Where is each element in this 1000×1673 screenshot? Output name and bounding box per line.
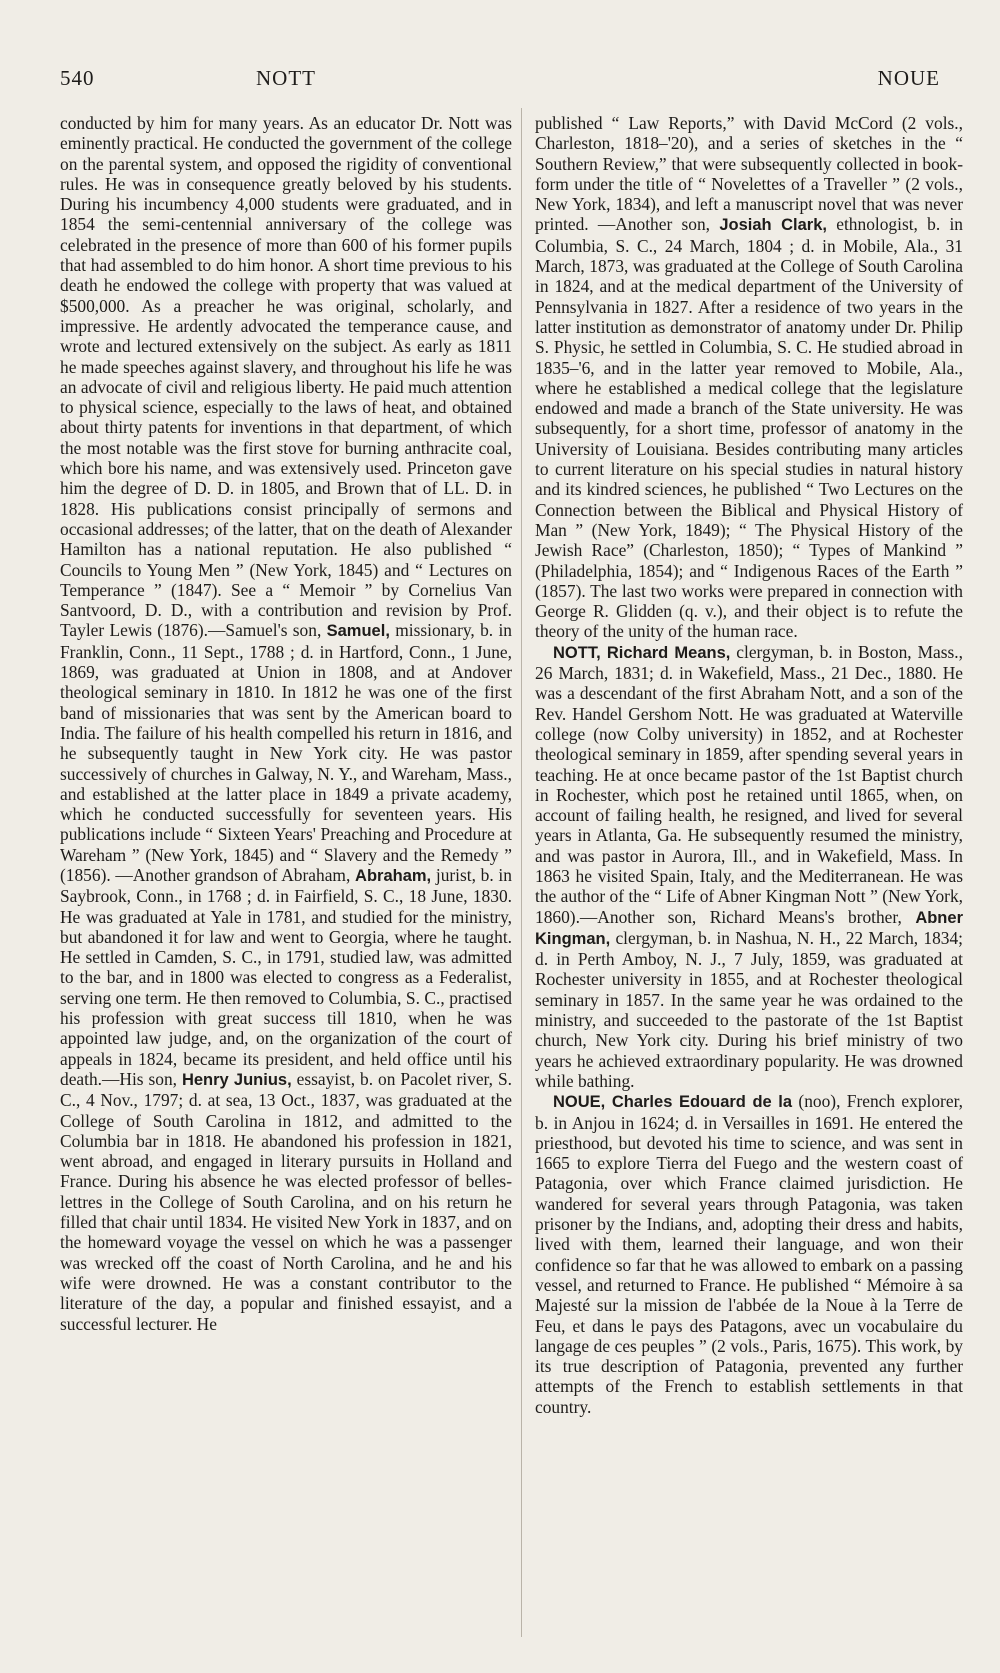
page-header — [60, 66, 940, 96]
entry-name-abner-kingman: Abner Kingman, — [535, 908, 963, 948]
right-column — [535, 113, 963, 1417]
column-divider — [521, 108, 522, 1637]
entry-name-samuel: Samuel, — [326, 622, 390, 641]
entry-text-abraham: jurist, b. in Saybrook, Conn., in 1768 ; d. in Fairfield, S. C., 18 June, 1830. He was graduated at Yale in 1781, and studied for the ministry, but abandoned it for law and went to Georgia, where he taught. He settled in Camden, S. C., in 1791, studied law, was admitted to the bar, and in 1800 was elected to congress as a Federalist, serving one term. He then removed to Columbia, S. C., practised his profession with great success till 1810, when he was appointed law judge, and, on the organization of the court of appeals in 1824, became its president, and held office until his death.—His son, — [60, 864, 512, 1089]
right-running-head: NOUE — [877, 66, 940, 90]
entry-text-samuel: missionary, b. in Franklin, Conn., 11 Sept., 1788 ; d. in Hartford, Conn., 1 June, 1869, was graduated at Union in 1808, and at Andover theological seminary in 1810. In 1812 he was one of the first band of missionaries that was sent by the American board to India. The failure of his health compelled his return in 1816, and he subsequently taught in New York city. He was pastor successively of churches in Galway, N. Y., and Wareham, Mass., and established at the latter place in 1849 a private academy, which he conducted successfully for seventeen years. His publications include “ Sixteen Years' Preaching and Procedure at Wareham ” (New York, 1845) and “ Slavery and the Remedy ” (1856). —Another grandson of Abraham, — [60, 620, 512, 885]
left-running-head: NOTT — [256, 66, 316, 90]
entry-text-noue: (noo), French explorer, b. in Anjou in 1624; d. in Versailles in 1691. He entered the priesthood, but devoted his time to science, and was sent in 1665 to explore Tierra del Fuego and the western coast of Patagonia, over which France claimed jurisdiction. He wandered for several years through Patagonia, was taken prisoner by the Indians, and, adopting their dress and habits, lived with them, learned their language, and won their confidence so far that he was allowed to embark on a passing vessel, and returned to France. He published “ Mémoire à sa Majesté sur la mission de l'abbée de la Noue à la Terre de Feu, et dans le pays des Patagons, avec un vocabulaire du langage de ces peuples ” (2 vols., Paris, 1675). This work, by its true description of Patagonia, prevented any further attempts of the French to establish settlements in that country. — [535, 1091, 964, 1417]
entry-name-henry-junius: Henry Junius, — [181, 1070, 292, 1089]
entry-text-abner-kingman: clergyman, b. in Nashua, N. H., 22 March, 1834; d. in Perth Amboy, N. J., 7 July, 1859, was graduated at Rochester university in 1855, and at Rochester theological seminary in 1857. In the same year he was ordained to the ministry, and succeeded to the pastorate of the 1st Baptist church, New York city. During his brief ministry of two years he achieved extraordinary popularity. He was drowned while bathing. — [535, 927, 963, 1091]
entry-name-abraham: Abraham, — [355, 866, 432, 885]
entry-name-josiah-clark: Josiah Clark, — [719, 216, 827, 235]
entry-text-henry-junius: essayist, b. on Pacolet river, S. C., 4 Nov., 1797; d. at sea, 13 Oct., 1837, was graduated at the College of South Carolina in 1812, and admitted to the Columbia bar in 1818. He abandoned his profession in 1821, went abroad, and engaged in literary pursuits in Holland and France. During his absence he was elected professor of belles-lettres in the College of South Carolina, and on his return he filled that chair until 1834. He visited New York in 1837, and on the homeward voyage the vessel on which he was a passenger was wrecked off the coast of North Carolina, and he and his wife were drowned. He was a constant contributor to the literature of the day, a popular and finished essayist, and a successful lecturer. He — [60, 1068, 512, 1334]
entry-name-noue: NOUE, Charles Edouard de la — [553, 1093, 793, 1112]
page-number: 540 — [60, 66, 95, 90]
entry-name-richard-means: NOTT, Richard Means, — [553, 643, 731, 662]
left-column — [60, 113, 512, 1334]
continued-text: published “ Law Reports,” with David McCord (2 vols., Charleston, 1818–'20), and a series of sketches in the “ Southern Review,” that were subsequently collected in book-form under the title of “ Novelettes of a Traveller ” (2 vols., New York, 1834), and left a manuscript novel that was never printed. —Another son, — [535, 113, 963, 235]
entry-text-richard-means: clergyman, b. in Boston, Mass., 26 March, 1831; d. in Wakefield, Mass., 21 Dec., 1880. He was a descendant of the first Abraham Nott, and a son of the Rev. Handel Gershom Nott. He was graduated at Waterville college (now Colby university) in 1852, and at Rochester theological seminary in 1859, after spending several years in teaching. He at once became pastor of the 1st Baptist church in Rochester, which post he retained until 1865, when, on account of failing health, he resigned, and lived for several years in Atlanta, Ga. He subsequently resumed the ministry, and was pastor in Aurora, Ill., and in Wakefield, Mass. In 1863 he visited Spain, Italy, and the Mediterranean. He was the author of the “ Life of Abner Kingman Nott ” (New York, 1860).—Another son, Richard Means's brother, — [535, 641, 963, 927]
text-paragraph — [60, 113, 512, 1334]
entry-paragraph — [535, 642, 963, 1092]
continued-text: conducted by him for many years. As an educator Dr. Nott was eminently practical. He conducted the government of the college on the parental system, and opposed the rigidity of conventional rules. He was in consequence greatly beloved by his students. During his incumbency 4,000 students were graduated, and in 1854 the semi-centennial anniversary of the college was celebrated in the presence of more than 600 of his former pupils that had assembled to do him honor. A short time previous to his death he endowed the college with property that was valued at $500,000. As a preacher he was original, scholarly, and impressive. He ardently advocated the temperance cause, and wrote and lectured extensively on the subject. As early as 1811 he made speeches against slavery, and throughout his life he was an advocate of civil and religious liberty. He paid much attention to physical science, especially to the laws of heat, and obtained about thirty patents for inventions in that department, of which the most notable was the first stove for burning anthracite coal, which bore his name, and was extensively used. Princeton gave him the degree of D. D. in 1805, and Brown that of LL. D. in 1828. His publications consist principally of sermons and occasional addresses; of the latter, that on the death of Alexander Hamilton has a national reputation. He also published “ Councils to Young Men ” (New York, 1845) and “ Lectures on Temperance ” (1847). See a “ Memoir ” by Cornelius Van Santvoord, D. D., with a contribution and revision by Prof. Tayler Lewis (1876).—Samuel's son, — [60, 113, 512, 641]
entry-text-josiah-clark: ethnologist, b. in Columbia, S. C., 24 March, 1804 ; d. in Mobile, Ala., 31 March, 1873, was graduated at the College of South Carolina in 1824, and at the medical department of the University of Pennsylvania in 1827. After a residence of two years in the latter institution as demonstrator of anatomy under Dr. Philip S. Physic, he settled in Columbia, S. C. He studied abroad in 1835–'6, and in the latter year removed to Mobile, Ala., where he established a medical college that the legislature endowed and made a branch of the State university. He was subsequently, for a short time, professor of anatomy in the University of Louisiana. Besides contributing many articles to current literature on his special studies in natural history and its kindred sciences, he published “ Two Lectures on the Connection between the Biblical and Physical History of Man ” (New York, 1849); “ The Physical History of the Jewish Race” (Charleston, 1850); “ Types of Mankind ” (Philadelphia, 1854); and “ Indigenous Races of the Earth ” (1857). The last two works were prepared in connection with George R. Glidden (q. v.), and their object is to refute the theory of the unity of the human race. — [535, 214, 964, 642]
entry-paragraph — [535, 1091, 963, 1417]
text-paragraph — [535, 113, 963, 642]
